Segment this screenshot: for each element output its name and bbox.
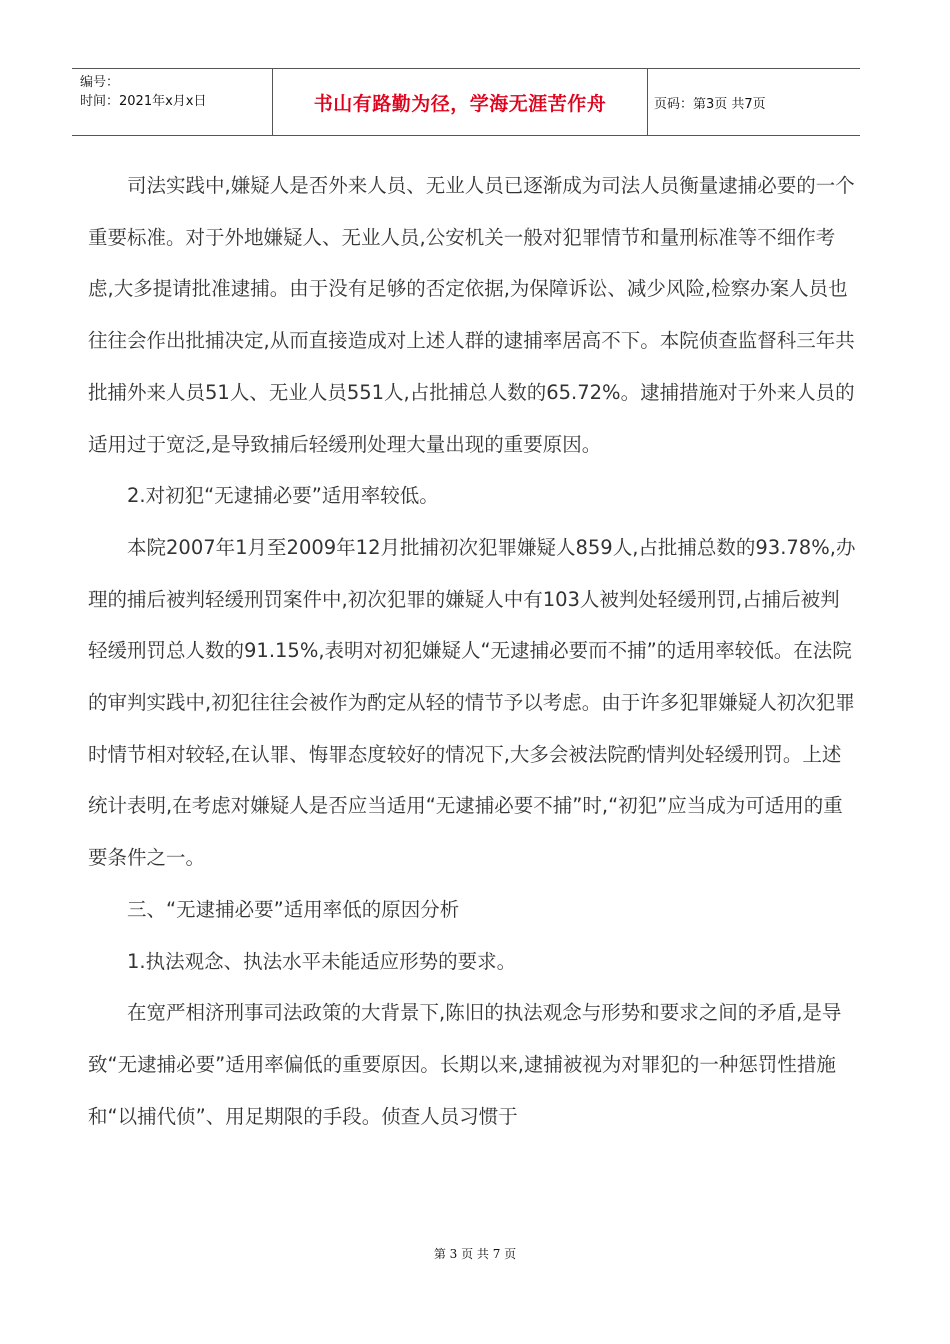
document-number-label: 编号： [80, 75, 120, 90]
header-divider [647, 69, 648, 135]
header-motto: 书山有路勤为径，学海无涯苦作舟 [313, 92, 607, 115]
document-time-label: 时间：2021年x月x日 [80, 94, 207, 109]
document-header [72, 68, 860, 136]
body-paragraph: 本院2007年1月至2009年12月批捕初次犯罪嫌疑人859人,占批捕总数的93.78%,办理的捕后被判轻缓刑罚案件中,初次犯罪的嫌疑人中有103人被判处轻缓刑罚,占捕后被判轻缓刑罚总人数的91.15%,表明对初犯嫌疑人“无逮捕必要而不捕”的适用率较低。在法院的审判实践中,初犯往往会被作为酌定从轻的情节予以考虑。由于许多犯罪嫌疑人初次犯罪时情节相对较轻,在认罪、悔罪态度较好的情况下,大多会被法院酌情判处轻缓刑罚。上述统计表明,在考虑对嫌疑人是否应当适用“无逮捕必要不捕”时,“初犯”应当成为可适用的重要条件之一。 [88, 535, 856, 870]
body-paragraph: 在宽严相济刑事司法政策的大背景下,陈旧的执法观念与形势和要求之间的矛盾,是导致“无逮捕必要”适用率偏低的重要原因。长期以来,逮捕被视为对罪犯的一种惩罚性措施和“以捕代侦”、用足期限的手段。侦查人员习惯于 [88, 1001, 842, 1128]
section-heading: 三、“无逮捕必要”适用率低的原因分析 [127, 897, 460, 921]
header-page-info: 页码：第3页 共7页 [654, 96, 766, 112]
section-subheading: 1.执法观念、执法水平未能适应形势的要求。 [127, 949, 517, 973]
section-subheading: 2.对初犯“无逮捕必要”适用率较低。 [127, 484, 439, 508]
body-paragraph: 司法实践中,嫌疑人是否外来人员、无业人员已逐渐成为司法人员衡量逮捕必要的一个重要标准。对于外地嫌疑人、无业人员,公安机关一般对犯罪情节和量刑标准等不细作考虑,大多提请批准逮捕。由于没有足够的否定依据,为保障诉讼、减少风险,检察办案人员也往往会作出批捕决定,从而直接造成对上述人群的逮捕率居高不下。本院侦查监督科三年共批捕外来人员51人、无业人员551人,占批捕总人数的65.72%。逮捕措施对于外来人员的适用过于宽泛,是导致捕后轻缓刑处理大量出现的重要原因。 [88, 174, 855, 456]
page-footer: 第 3 页 共 7 页 [433, 1247, 517, 1261]
header-meta [80, 73, 270, 111]
document-body [88, 160, 858, 1142]
